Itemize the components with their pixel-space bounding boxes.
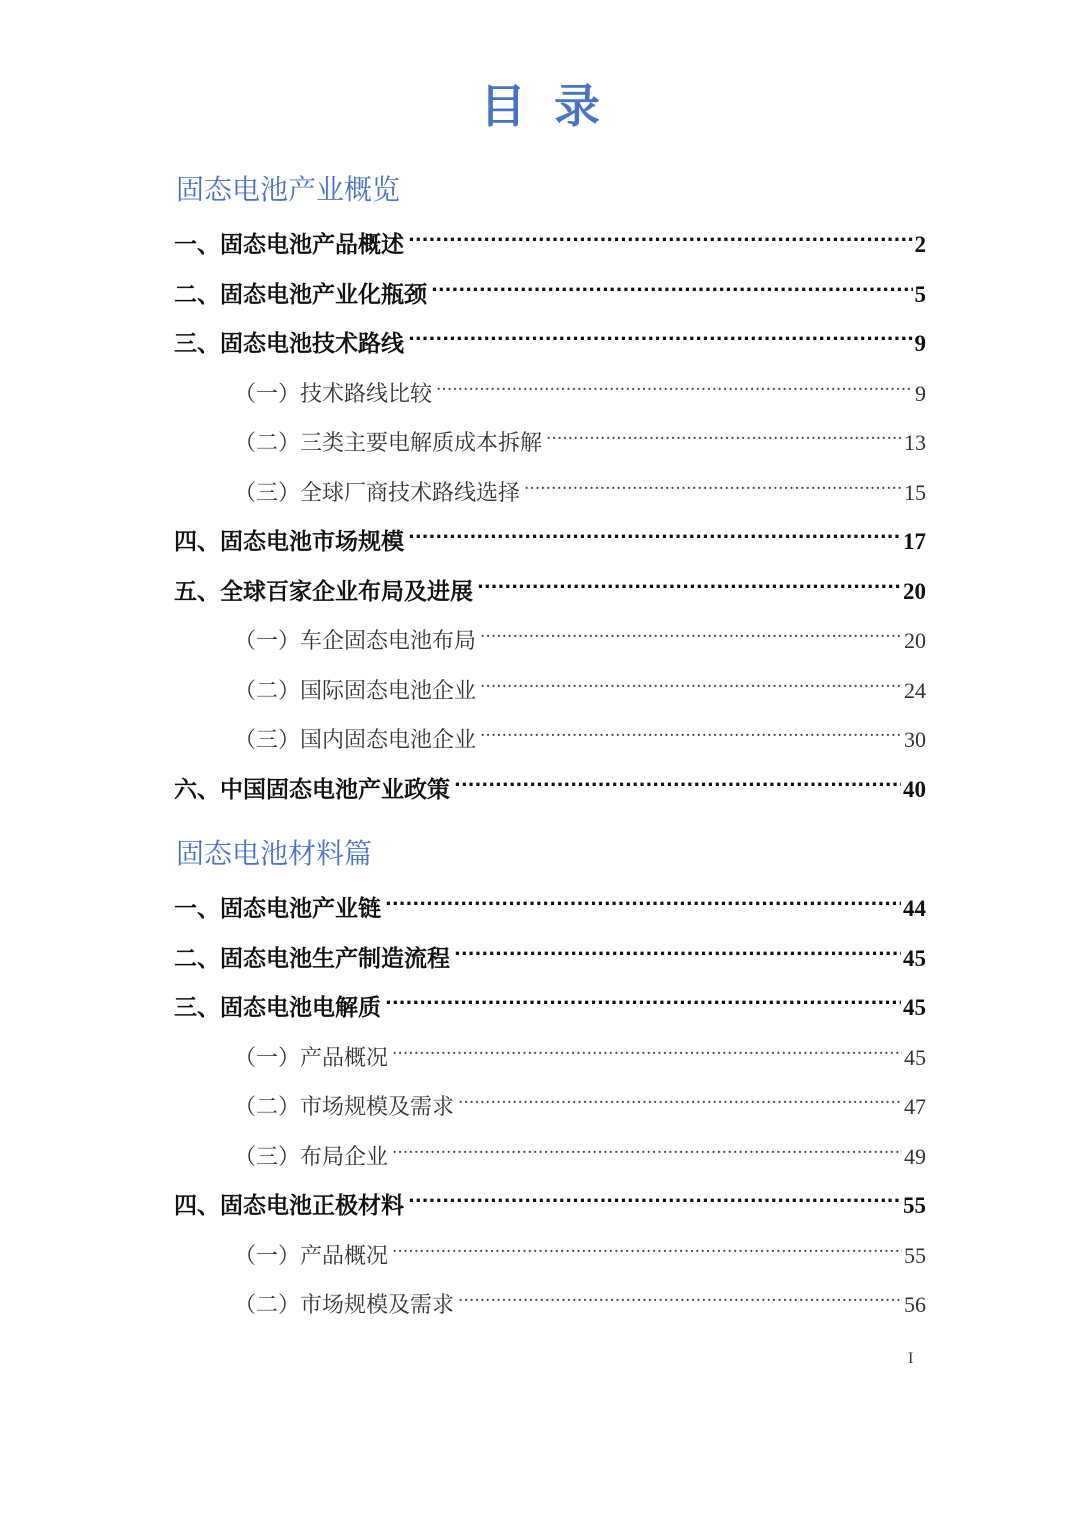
toc-entry-page-number: 40 (903, 776, 926, 802)
toc-chapter-entry[interactable] (174, 1179, 926, 1219)
dot-leader (408, 1179, 901, 1213)
toc-entry-label: 一、固态电池产品概述 (174, 232, 404, 258)
dot-leader (524, 466, 902, 500)
dot-leader (408, 317, 913, 351)
toc-entry-label: （二）三类主要电解质成本拆解 (234, 431, 543, 456)
toc-entry-page-number: 56 (904, 1292, 926, 1317)
toc-subsection-entry[interactable] (234, 367, 926, 407)
toc-entry-label: （二）市场规模及需求 (234, 1293, 455, 1318)
toc-entry-page-number: 2 (914, 232, 926, 257)
toc-subsection-entry[interactable] (234, 713, 926, 753)
dot-leader (431, 268, 913, 302)
dot-leader (454, 763, 901, 797)
toc-subsection-entry[interactable] (234, 664, 926, 704)
toc-entry-page-number: 9 (915, 380, 926, 406)
toc-entry-label: 二、固态电池产业化瓶颈 (174, 281, 427, 308)
toc-entry-page-number: 15 (904, 479, 926, 505)
toc-chapter-entry[interactable] (174, 317, 926, 357)
toc-entry-page-number: 17 (903, 529, 926, 554)
toc-entry-label: 二、固态电池生产制造流程 (174, 945, 450, 972)
toc-subsection-entry[interactable] (234, 1130, 926, 1170)
toc-chapter-entry[interactable] (174, 763, 926, 803)
toc-entry-label: 六、中国固态电池产业政策 (174, 776, 450, 803)
toc-subsection-entry[interactable] (234, 1278, 926, 1318)
toc-chapter-entry[interactable] (174, 932, 926, 972)
toc-entry-page-number: 24 (904, 677, 926, 703)
toc-entry-label: 五、全球百家企业布局及进展 (174, 578, 473, 605)
dot-leader (408, 218, 913, 252)
dot-leader (480, 614, 902, 648)
page-title: 目录 (480, 79, 628, 133)
dot-leader (480, 664, 902, 698)
dot-leader (392, 1130, 902, 1164)
toc-entry-page-number: 30 (904, 727, 926, 752)
toc-entry-page-number: 47 (904, 1094, 926, 1119)
toc-entry-label: （一）车企固态电池布局 (234, 629, 477, 654)
dot-leader (480, 713, 902, 747)
toc-subsection-entry[interactable] (234, 466, 926, 506)
toc-entry-label: 四、固态电池市场规模 (174, 529, 404, 555)
toc-entry-page-number: 49 (904, 1143, 926, 1169)
dot-leader (392, 1229, 902, 1263)
toc-entry-label: （三）国内固态电池企业 (234, 728, 477, 753)
toc-entry-label: （二）市场规模及需求 (234, 1095, 455, 1120)
toc-chapter-entry[interactable] (174, 882, 926, 922)
dot-leader (385, 882, 901, 916)
toc-entry-page-number: 55 (903, 1193, 926, 1218)
toc-entry-page-number: 13 (904, 430, 926, 455)
toc-entry-page-number: 55 (904, 1242, 926, 1268)
dot-leader (408, 515, 901, 549)
toc-entry-label: 三、固态电池电解质 (174, 995, 381, 1021)
toc-entry-page-number: 44 (903, 896, 926, 921)
toc-chapter-entry[interactable] (174, 981, 926, 1021)
toc-chapter-entry[interactable] (174, 565, 926, 605)
dot-leader (454, 932, 901, 966)
toc-entry-page-number: 9 (914, 331, 926, 356)
toc-entry-page-number: 45 (904, 1044, 926, 1070)
toc-entry-label: （三）全球厂商技术路线选择 (234, 480, 521, 506)
toc-entry-page-number: 20 (903, 578, 926, 604)
dot-leader (458, 1080, 902, 1114)
toc-subsection-entry[interactable] (234, 1229, 926, 1269)
toc-chapter-entry[interactable] (174, 268, 926, 308)
page-number: I (908, 1350, 914, 1367)
toc-entry-label: （三）布局企业 (234, 1144, 389, 1170)
dot-leader (436, 367, 913, 401)
toc-entry-label: 四、固态电池正极材料 (174, 1193, 404, 1219)
toc-chapter-entry[interactable] (174, 515, 926, 555)
toc-subsection-entry[interactable] (234, 1080, 926, 1120)
dot-leader (385, 981, 901, 1015)
toc-entry-label: （二）国际固态电池企业 (234, 678, 477, 704)
dot-leader (546, 416, 902, 450)
section-heading: 固态电池材料篇 (176, 837, 373, 870)
toc-entry-label: （一）产品概况 (234, 1243, 389, 1269)
dot-leader (458, 1278, 902, 1312)
toc-entry-page-number: 5 (914, 281, 926, 307)
dot-leader (477, 565, 901, 599)
toc-entry-label: （一）技术路线比较 (234, 381, 433, 407)
toc-subsection-entry[interactable] (234, 416, 926, 456)
dot-leader (392, 1031, 902, 1065)
toc-entry-label: （一）产品概况 (234, 1045, 389, 1071)
section-heading: 固态电池产业概览 (176, 173, 401, 206)
toc-entry-label: 一、固态电池产业链 (174, 896, 381, 922)
toc-chapter-entry[interactable] (174, 218, 926, 258)
toc-entry-page-number: 45 (903, 945, 926, 971)
toc-entry-label: 三、固态电池技术路线 (174, 331, 404, 357)
toc-entry-page-number: 20 (904, 628, 926, 653)
toc-entry-page-number: 45 (903, 995, 926, 1020)
toc-subsection-entry[interactable] (234, 1031, 926, 1071)
toc-subsection-entry[interactable] (234, 614, 926, 654)
